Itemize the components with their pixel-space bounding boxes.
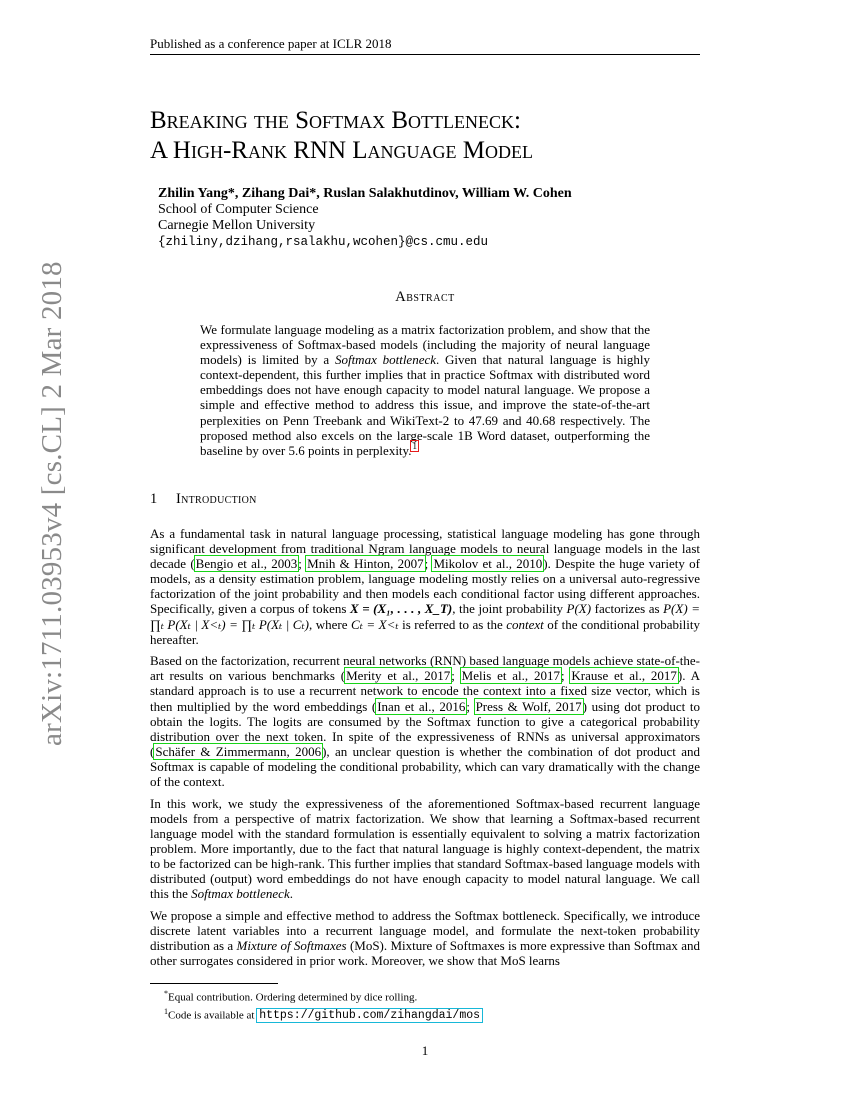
body-text [150,526,700,975]
text-run: We propose a simple and effective method to address the Softmax bottleneck. Specifically, we introduce discrete latent variables into a recurrent language model, and formulate the next-token probability distribution as a [150,907,700,953]
math-inline: P(X) [566,601,592,617]
affiliation-university: Carnegie Mellon University [158,218,316,233]
citation-link[interactable]: Press & Wolf, 2017 [475,698,582,714]
author-names: Zhilin Yang*, Zihang Dai*, Ruslan Salakhutdinov, William W. Cohen [158,186,572,201]
citation-link[interactable]: Schäfer & Zimmermann, 2006 [155,743,322,759]
text-run: ; [298,556,307,572]
author-block [158,186,572,250]
footnote-link-1[interactable]: 1 [412,441,417,452]
section-title: Introduction [176,491,257,507]
affiliation-school: School of Computer Science [158,202,319,217]
text-run: As a fundamental task in natural language processing, statistical language modeling has gone through significant development from traditional Ngram language models to neural language models in the last decade ( [150,526,700,572]
text-run: ), an unclear question is whether the combination of dot product and Softmax is capable of modeling the conditional probability, which can vary dramatically with the change of the context. [150,743,700,789]
title-line-2: A High-Rank RNN Language Model [150,137,533,164]
emphasis: context [506,616,544,632]
text-run: In this work, we study the expressiveness of the aforementioned Softmax-based recurrent language models from a perspective of matrix factorization. We show that learning a Softmax-based recurrent language model with the standard formulation is essentially equivalent to solving a matrix factorization problem. More importantly, due to the fact that natural language is highly context-dependent, the matrix to be factorized can be high-rank. This further implies that standard Softmax-based language models with distributed (output) word embeddings do not have enough capacity to model natural language. We call this the [150,795,700,902]
footnote-text: Code is available at [168,1009,258,1022]
footnote-code: $^1$Code is available at https://github.com/zihangdai/mos [164,1006,481,1023]
paragraph-1 [150,526,700,647]
paragraph-3 [150,796,700,902]
citation-link[interactable]: Merity et al., 2017 [346,668,451,684]
text-run: is referred to as the [398,616,507,632]
footnote-text: Equal contribution. Ordering determined by dice rolling. [168,991,418,1004]
text-run: ; [451,668,461,684]
arxiv-stamp[interactable]: arXiv:1711.03953v4 [cs.CL] 2 Mar 2018 [36,261,68,746]
math-inline: P(X) = ∏ₜ P(Xₜ | X<ₜ) = ∏ₜ P(Xₜ | Cₜ) [150,601,700,632]
text-run: factorizes as [591,601,664,617]
abstract-heading: Abstract [395,289,455,305]
section-number: 1 [150,491,158,507]
author-emails: {zhiliny,dzihang,rsalakhu,wcohen}@cs.cmu.edu [158,235,489,249]
citation-link[interactable]: Inan et al., 2016 [377,698,466,714]
text-run: ). A standard approach is to use a recurrent network to encode the context into a fixed size vector, which is then multiplied by the word embeddings ( [150,668,700,714]
text-run: (MoS). Mixture of Softmaxes is more expressive than Softmax and other surrogates considered in prior work. Moreover, we show that MoS learns [150,937,701,969]
paragraph-4 [150,908,700,968]
abstract-text [200,322,650,458]
citation-link[interactable]: Melis et al., 2017 [461,668,560,684]
math-inline: Cₜ = X<ₜ [351,616,399,632]
code-url-link[interactable]: https://github.com/zihangdai/mos [259,1009,481,1023]
title-line-1: Breaking the Softmax Bottleneck: [150,107,521,134]
text-run: ; [466,698,475,714]
abstract-part-1: We formulate language modeling as a matrix factorization problem, and show that the expressiveness of Softmax-based models (including the majority of neural language models) is limited by a [200,322,650,368]
footnotes [164,987,482,1023]
running-header: Published as a conference paper at ICLR 2018 [150,36,700,55]
paragraph-2 [150,653,700,789]
section-heading [150,491,257,508]
footnote-rule [150,983,278,984]
footnote-equal-contribution: *Equal contribution. Ordering determined by dice rolling. [164,989,418,1004]
citation-link[interactable]: Krause et al., 2017 [571,668,677,684]
text-run: Based on the factorization, recurrent neural networks (RNN) based language models achieve state-of-the-art results on various benchmarks ( [150,653,700,684]
text-run: ) using dot product to obtain the logits. The logits are consumed by the Softmax function to give a categorical probability distribution over the next token. In spite of the expressiveness of RNNs as universal approximators ( [150,698,700,759]
paper-title [150,106,710,166]
emphasis: Softmax bottleneck [191,886,290,902]
citation-link[interactable]: Bengio et al., 2003 [195,556,298,572]
citation-link[interactable]: Mikolov et al., 2010 [433,556,543,572]
citation-link[interactable]: Mnih & Hinton, 2007 [307,556,424,572]
abstract-part-2: . Given that natural language is highly context-dependent, this further implies that in practice Softmax with distributed word embeddings does not have enough capacity to model natural language. We propose a simple and effective method to address this issue, and improve the state-of-the-art perplexities on Penn Treebank and WikiText-2 to 47.69 and 40.68 respectively. The proposed method also excels on the large-scale 1B Word dataset, outperforming the baseline by over 5.6 points in perplexity. [200,352,650,458]
text-run: ; [560,668,571,684]
abstract-emphasis: Softmax bottleneck [334,352,437,368]
text-run: ). Despite the huge variety of models, as a density estimation problem, language modeling mostly relies on a universal auto-regressive factorization of the joint probability and then models each conditional factor using different approaches. Specifically, given a corpus of tokens [150,556,700,617]
emphasis: Mixture of Softmaxes [236,937,347,953]
text-run: of the conditional probability hereafter. [150,616,701,647]
text-run: , the joint probability [452,601,567,617]
text-run: , where [309,616,352,632]
text-run: . [289,886,293,902]
math-inline: X = (X₁, . . . , X_T) [349,601,453,617]
text-run: ; [424,556,433,572]
page-number: 1 [421,1043,429,1058]
